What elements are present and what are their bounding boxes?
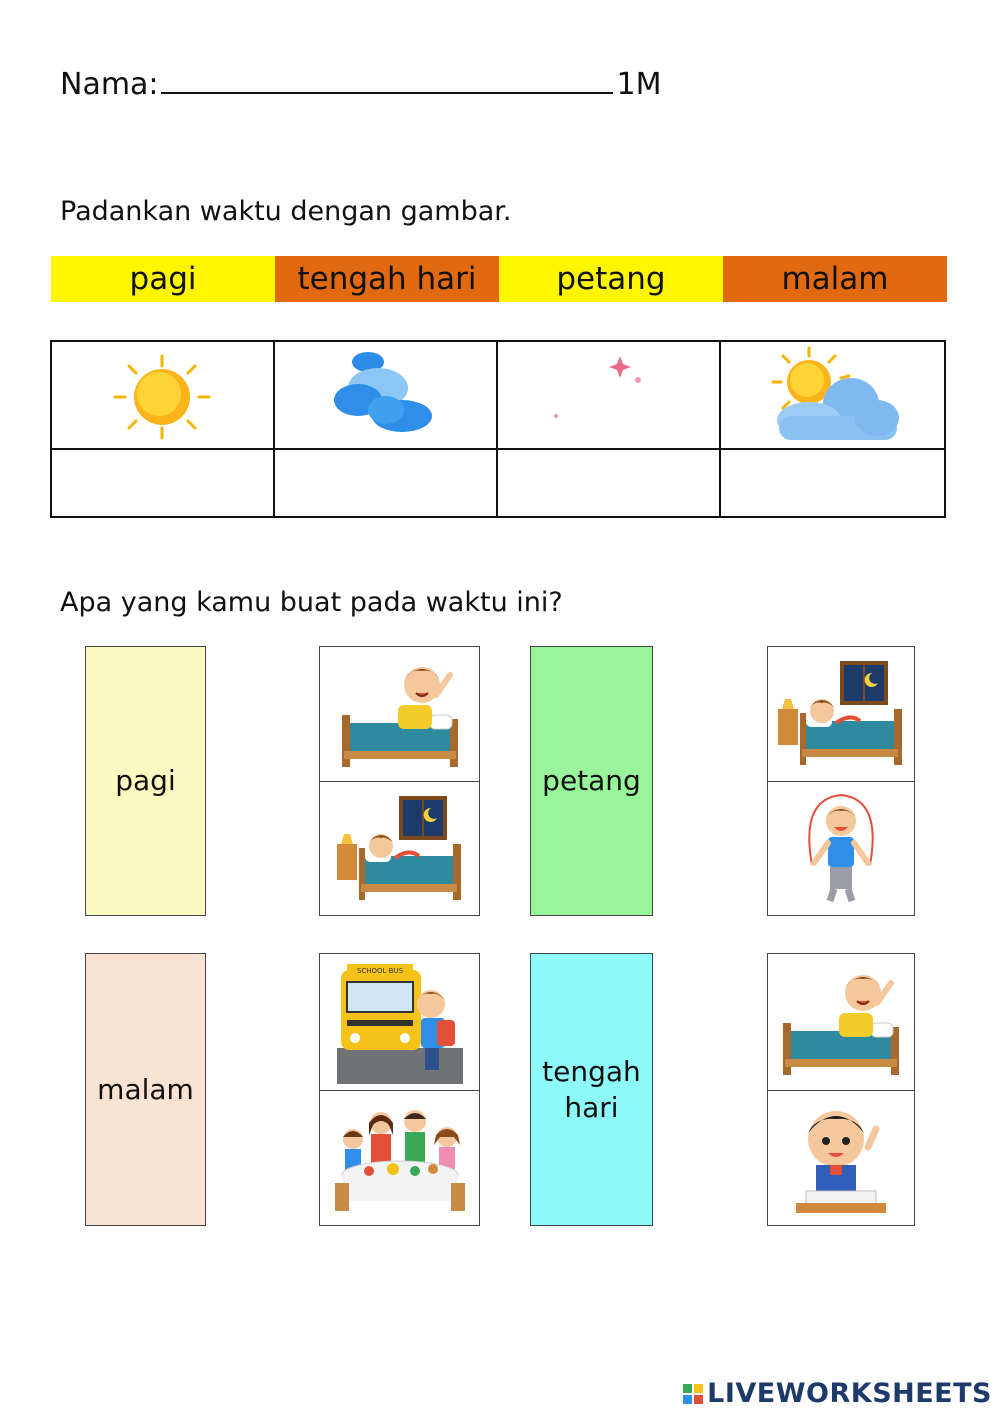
word-line-1: tengah bbox=[542, 1054, 641, 1088]
brand-name: LIVEWORKSHEETS bbox=[707, 1378, 992, 1409]
instruction-match: Padankan waktu dengan gambar. bbox=[60, 196, 512, 227]
picture-slot[interactable] bbox=[320, 782, 479, 915]
svg-text:SCHOOL BUS: SCHOOL BUS bbox=[356, 966, 403, 975]
answer-cell[interactable] bbox=[498, 450, 721, 516]
picture-slot[interactable] bbox=[768, 954, 914, 1091]
word-line-2: hari bbox=[564, 1090, 619, 1124]
picture-cell bbox=[721, 342, 944, 450]
studying-image bbox=[786, 1099, 896, 1217]
sleeping-image bbox=[776, 657, 906, 771]
picture-slot[interactable] bbox=[768, 1091, 914, 1225]
name-blank[interactable] bbox=[161, 62, 613, 94]
picture-cell bbox=[52, 342, 275, 450]
cloud-icon bbox=[330, 348, 440, 438]
sun-icon bbox=[107, 352, 217, 442]
picture-slot[interactable] bbox=[768, 782, 914, 915]
sleeping-image bbox=[335, 792, 465, 906]
sun-cloud-icon bbox=[759, 346, 909, 446]
picture-slot[interactable] bbox=[320, 954, 479, 1091]
label-pagi[interactable]: pagi bbox=[51, 256, 275, 302]
answer-cell[interactable] bbox=[52, 450, 275, 516]
word-card-malam[interactable]: malam bbox=[85, 953, 206, 1226]
name-field-line bbox=[60, 62, 662, 102]
moon-icon bbox=[550, 346, 670, 442]
word-card-tengah-hari[interactable] bbox=[530, 953, 653, 1226]
picture-match-table bbox=[50, 340, 946, 518]
class-code: 1M bbox=[616, 67, 662, 102]
picture-slot[interactable] bbox=[320, 647, 479, 782]
skipping-rope-image bbox=[796, 791, 886, 907]
word-card-petang[interactable]: petang bbox=[530, 646, 653, 916]
answer-cell[interactable] bbox=[721, 450, 944, 516]
label-petang[interactable]: petang bbox=[499, 256, 723, 302]
picture-card bbox=[319, 953, 480, 1226]
picture-cell bbox=[498, 342, 721, 450]
time-label-bar bbox=[51, 256, 947, 302]
picture-cell bbox=[275, 342, 498, 450]
label-tengah-hari[interactable]: tengah hari bbox=[275, 256, 499, 302]
liveworksheets-logo bbox=[683, 1378, 992, 1409]
instruction-activity: Apa yang kamu buat pada waktu ini? bbox=[60, 587, 563, 618]
answer-cell[interactable] bbox=[275, 450, 498, 516]
name-label: Nama: bbox=[60, 67, 159, 102]
word-card-pagi[interactable]: pagi bbox=[85, 646, 206, 916]
picture-slot[interactable] bbox=[320, 1091, 479, 1225]
liveworksheets-logo-icon bbox=[683, 1384, 703, 1404]
wake-up-image bbox=[338, 655, 462, 773]
school-bus-image bbox=[337, 960, 463, 1084]
picture-card bbox=[319, 646, 480, 916]
picture-card bbox=[767, 953, 915, 1226]
family-dinner-image bbox=[329, 1099, 471, 1217]
picture-slot[interactable] bbox=[768, 647, 914, 782]
picture-card bbox=[767, 646, 915, 916]
wake-up-image bbox=[779, 963, 903, 1081]
label-malam[interactable]: malam bbox=[723, 256, 947, 302]
